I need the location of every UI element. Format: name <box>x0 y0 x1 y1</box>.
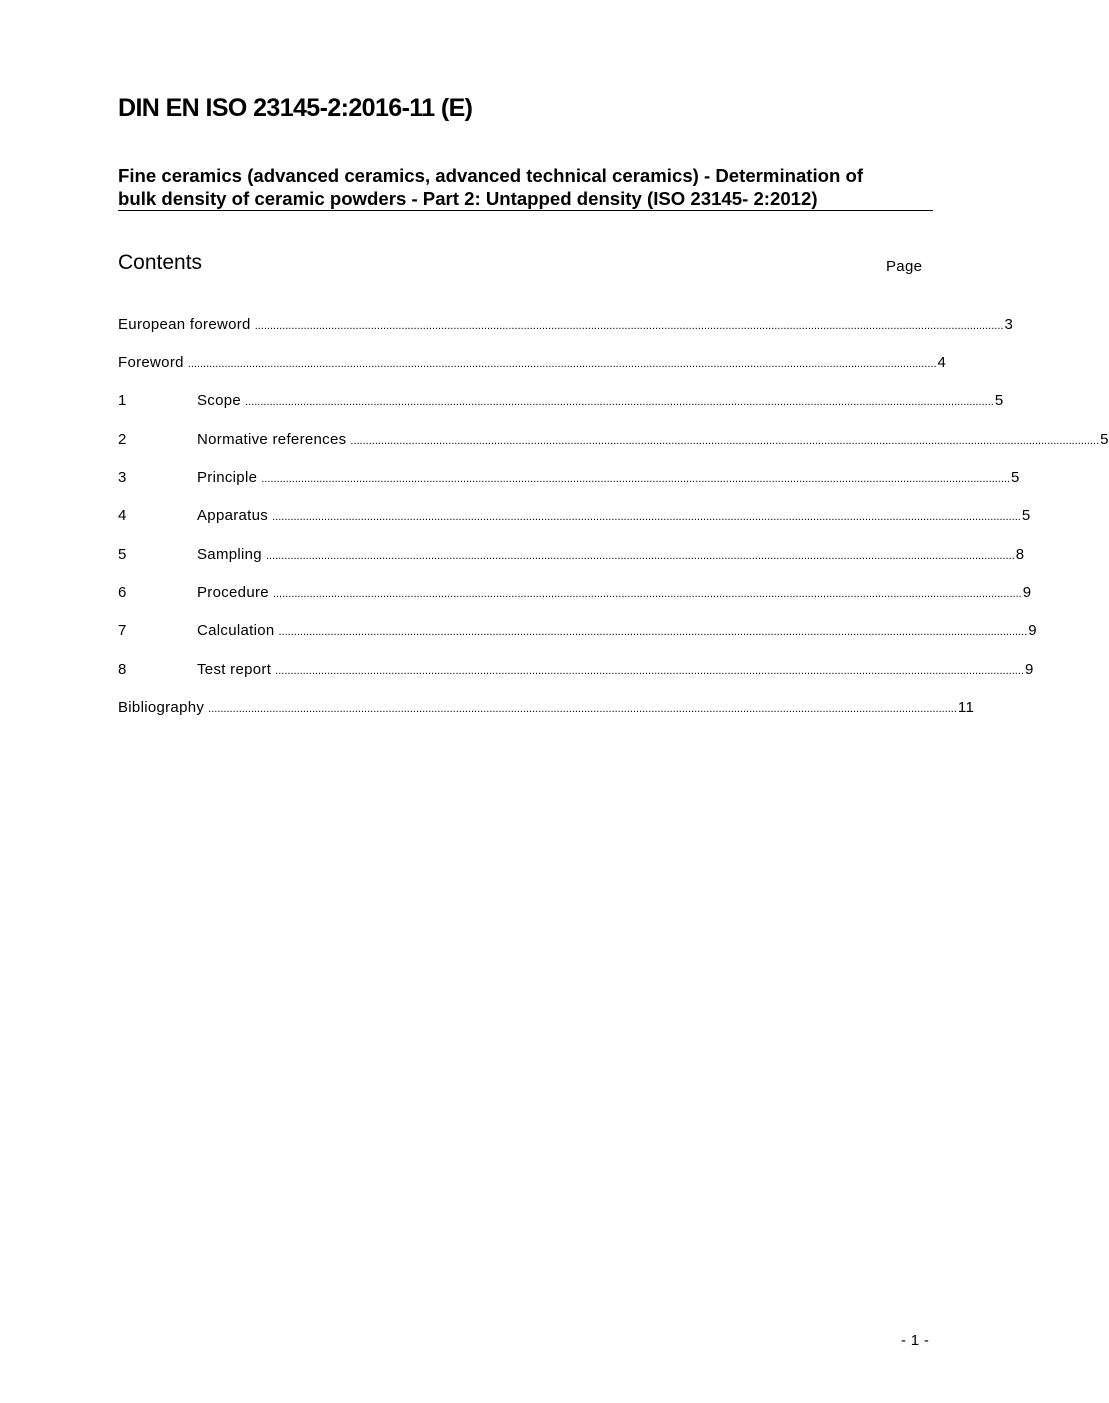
toc-entry-page: 8 <box>1015 546 1025 563</box>
toc-dot-leader: ..................................................................................................................................................................................................................................................... <box>272 588 1022 600</box>
footer-page-number: - 1 - <box>901 1332 930 1349</box>
toc-entry-title: Calculation <box>197 622 275 639</box>
toc-entry-normative-references[interactable] <box>118 430 1109 450</box>
toc-dot-leader: ..................................................................................................................................................................................................................................................... <box>254 320 1004 332</box>
toc-dot-leader: ..................................................................................................................................................................................................................................................... <box>275 665 1024 677</box>
toc-entry-page: 4 <box>937 354 947 371</box>
toc-dot-leader: ..................................................................................................................................................................................................................................................... <box>245 396 994 408</box>
document-title-line-2: bulk density of ceramic powders - Part 2: Untapped density (ISO 23145- 2:2012) <box>118 188 818 209</box>
toc-entry-number: 3 <box>118 469 127 486</box>
toc-entry-title: Bibliography <box>118 699 205 716</box>
toc-entry-page: 5 <box>1021 507 1031 524</box>
toc-entry-page: 5 <box>1100 431 1109 448</box>
toc-entry-calculation[interactable] <box>118 621 1037 641</box>
toc-entry-page: 5 <box>994 392 1004 409</box>
toc-entry-number: 7 <box>118 622 127 639</box>
contents-heading: Contents <box>118 251 203 274</box>
toc-entry-page: 9 <box>1022 584 1032 601</box>
toc-entry-apparatus[interactable] <box>118 506 1031 526</box>
toc-dot-leader: ..................................................................................................................................................................................................................................................... <box>187 358 937 370</box>
toc-entry-title: Principle <box>197 469 258 486</box>
toc-entry-page: 11 <box>957 699 975 716</box>
toc-entry-test-report[interactable] <box>118 660 1034 680</box>
toc-entry-page: 3 <box>1004 316 1014 333</box>
toc-entry-number: 4 <box>118 507 127 524</box>
toc-entry-foreword[interactable] <box>118 353 947 373</box>
toc-entry-title: Procedure <box>197 584 269 601</box>
toc-dot-leader: ..................................................................................................................................................................................................................................................... <box>350 435 1100 447</box>
toc-entry-principle[interactable] <box>118 468 1020 488</box>
toc-entry-title: Sampling <box>197 546 262 563</box>
toc-entry-title: Normative references <box>197 431 347 448</box>
toc-entry-title: Apparatus <box>197 507 269 524</box>
document-id: DIN EN ISO 23145-2:2016-11 (E) <box>118 94 473 122</box>
toc-entry-page: 5 <box>1011 469 1020 486</box>
toc-entry-procedure[interactable] <box>118 583 1032 603</box>
toc-entry-number: 6 <box>118 584 127 601</box>
toc-entry-bibliography[interactable] <box>118 698 975 718</box>
toc-entry-number: 5 <box>118 546 127 563</box>
toc-dot-leader: ..................................................................................................................................................................................................................................................... <box>265 550 1015 562</box>
toc-entry-page: 9 <box>1024 661 1034 678</box>
toc-dot-leader: ..................................................................................................................................................................................................................................................... <box>272 511 1021 523</box>
toc-entry-european-foreword[interactable] <box>118 315 1014 335</box>
toc-entry-number: 1 <box>118 392 127 409</box>
page-column-heading: Page <box>886 258 923 275</box>
toc-entry-title: Foreword <box>118 354 184 371</box>
toc-dot-leader: ..................................................................................................................................................................................................................................................... <box>278 626 1028 638</box>
toc-entry-title: Scope <box>197 392 242 409</box>
toc-entry-title: Test report <box>197 661 272 678</box>
toc-dot-leader: ..................................................................................................................................................................................................................................................... <box>261 473 1010 485</box>
document-title <box>118 164 933 211</box>
toc-entry-sampling[interactable] <box>118 545 1025 565</box>
toc-entry-number: 2 <box>118 431 127 448</box>
toc-entry-number: 8 <box>118 661 127 678</box>
toc-entry-scope[interactable] <box>118 391 1004 411</box>
toc-entry-title: European foreword <box>118 316 251 333</box>
toc-entry-page: 9 <box>1028 622 1037 639</box>
document-title-line-1: Fine ceramics (advanced ceramics, advanced technical ceramics) - Determination of <box>118 165 864 186</box>
toc-dot-leader: ..................................................................................................................................................................................................................................................... <box>208 703 957 715</box>
